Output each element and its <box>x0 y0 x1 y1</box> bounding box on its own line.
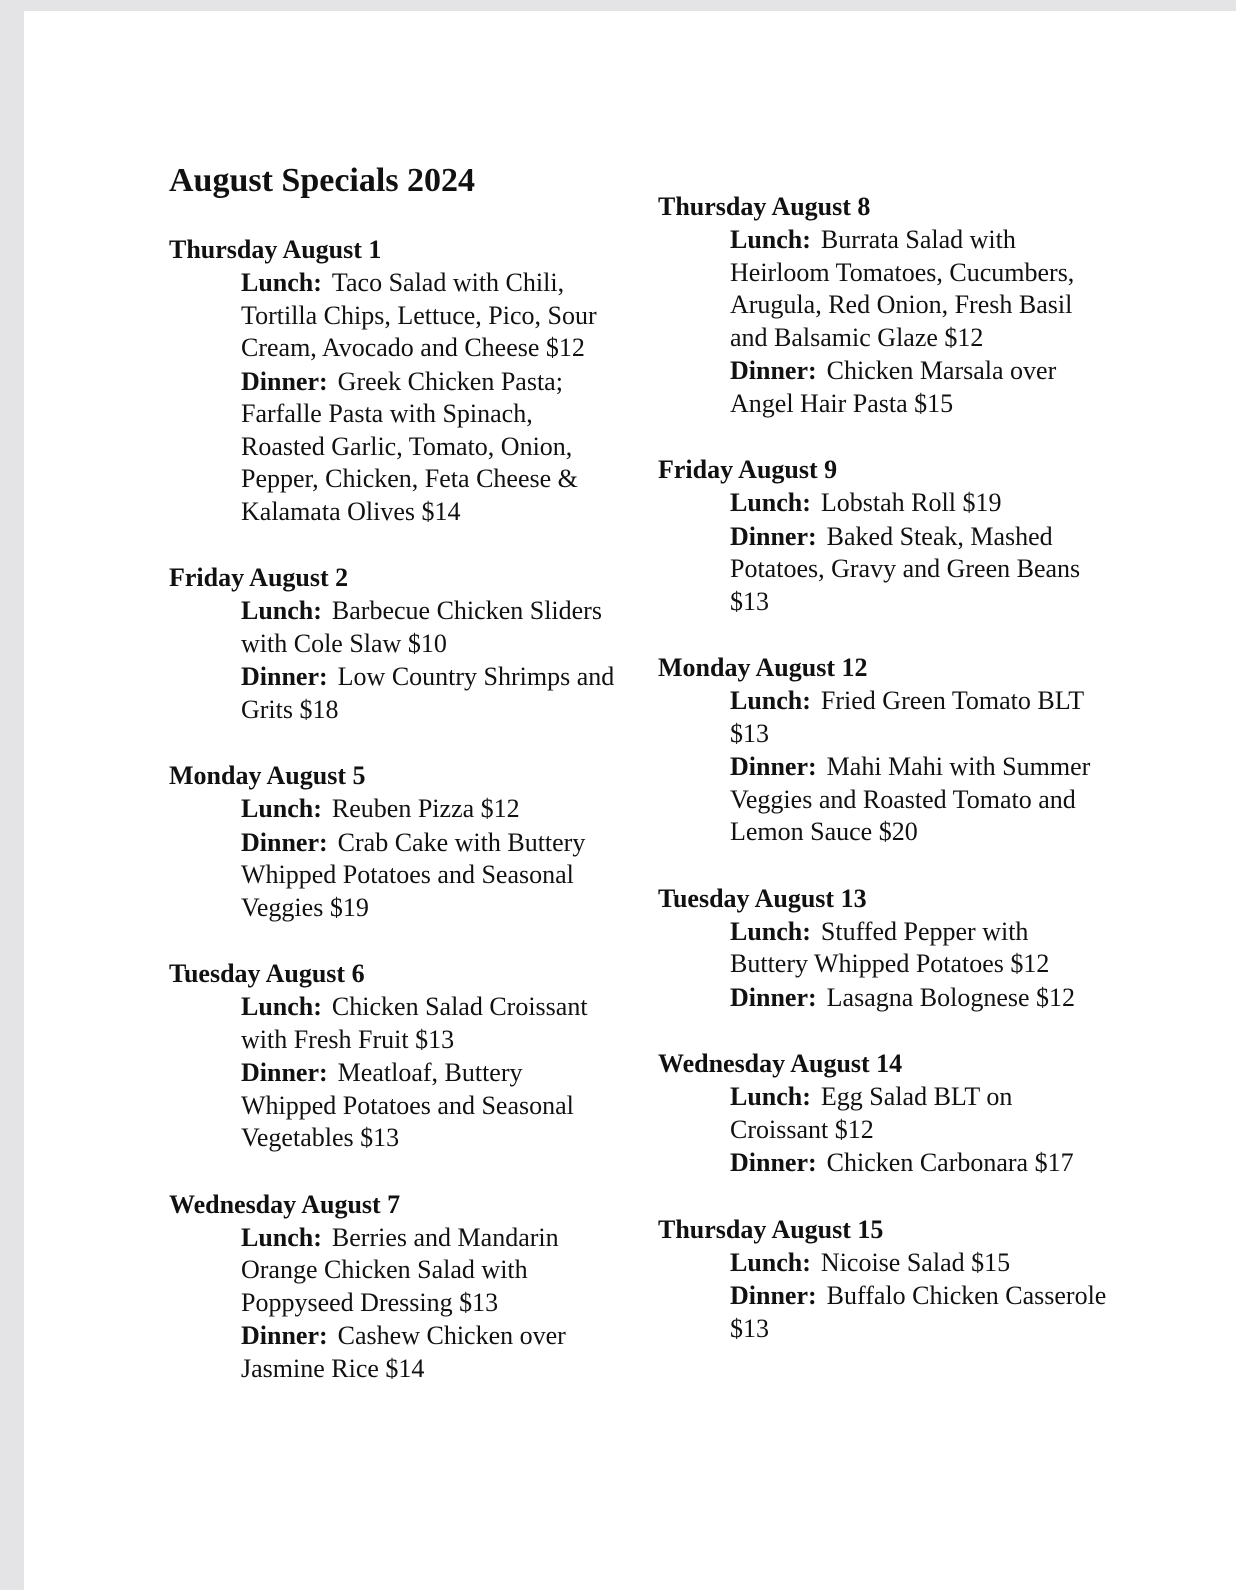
dinner-entry <box>730 1280 1108 1345</box>
day-section <box>169 760 619 924</box>
day-section <box>169 562 619 726</box>
dinner-description: Buffalo Chicken Casserole $13 <box>730 1281 1107 1343</box>
dinner-description: Meatloaf, Buttery Whipped Potatoes and Seasonal Vegetables $13 <box>241 1058 574 1152</box>
lunch-label: Lunch: <box>241 596 322 625</box>
day-section <box>658 883 1108 1015</box>
dinner-label: Dinner: <box>241 1058 328 1087</box>
dinner-entry <box>241 1320 619 1385</box>
lunch-entry <box>241 793 619 826</box>
lunch-label: Lunch: <box>730 686 811 715</box>
lunch-entry <box>241 595 619 660</box>
day-heading: Thursday August 1 <box>169 235 382 264</box>
dinner-entry <box>241 366 619 529</box>
left-day-list <box>169 234 619 1385</box>
dinner-description: Low Country Shrimps and Grits $18 <box>241 662 615 724</box>
day-section <box>169 234 619 528</box>
lunch-label: Lunch: <box>241 992 322 1021</box>
dinner-description: Mahi Mahi with Summer Veggies and Roasted Tomato and Lemon Sauce $20 <box>730 752 1091 846</box>
day-heading: Friday August 2 <box>169 563 349 592</box>
lunch-entry <box>730 224 1108 354</box>
lunch-entry <box>730 1247 1108 1280</box>
day-heading: Tuesday August 13 <box>658 883 867 913</box>
day-heading: Monday August 12 <box>658 653 868 682</box>
day-section <box>658 652 1108 849</box>
lunch-entry <box>241 991 619 1056</box>
day-heading: Thursday August 15 <box>658 1214 884 1244</box>
dinner-label: Dinner: <box>730 356 817 385</box>
lunch-description: Stuffed Pepper with Buttery Whipped Potatoes $12 <box>730 916 1050 978</box>
dinner-label: Dinner: <box>730 1148 817 1177</box>
lunch-label: Lunch: <box>730 1082 811 1111</box>
day-heading: Monday August 5 <box>169 761 366 790</box>
day-heading: Wednesday August 7 <box>169 1189 401 1219</box>
day-heading: Friday August 9 <box>658 455 838 484</box>
lunch-entry <box>730 685 1108 750</box>
lunch-entry <box>241 1222 619 1320</box>
lunch-label: Lunch: <box>241 268 322 297</box>
lunch-description: Burrata Salad with Heirloom Tomatoes, Cucumbers, Arugula, Red Onion, Fresh Basil and Balsamic Glaze $12 <box>730 225 1075 352</box>
day-section <box>658 1048 1108 1180</box>
day-section <box>658 454 1108 618</box>
lunch-label: Lunch: <box>730 916 811 946</box>
dinner-entry <box>241 1057 619 1155</box>
right-column <box>658 191 1108 1379</box>
day-section <box>169 958 619 1155</box>
dinner-description: Lasagna Bolognese $12 <box>826 982 1076 1012</box>
dinner-label: Dinner: <box>730 1281 817 1310</box>
lunch-label: Lunch: <box>730 1247 811 1277</box>
dinner-entry <box>730 521 1108 619</box>
lunch-label: Lunch: <box>241 794 322 823</box>
lunch-description: Reuben Pizza $12 <box>331 794 520 823</box>
dinner-description: Greek Chicken Pasta; Farfalle Pasta with Spinach, Roasted Garlic, Tomato, Onion, Pepper, Chicken, Feta Cheese & Kalamata Olives $14 <box>241 366 578 526</box>
day-heading: Tuesday August 6 <box>169 959 365 988</box>
dinner-label: Dinner: <box>241 827 328 857</box>
lunch-description: Barbecue Chicken Sliders with Cole Slaw $10 <box>241 596 602 658</box>
lunch-description: Chicken Salad Croissant with Fresh Fruit $13 <box>241 992 588 1054</box>
lunch-entry <box>241 267 619 365</box>
dinner-label: Dinner: <box>241 662 328 691</box>
dinner-label: Dinner: <box>730 982 817 1012</box>
dinner-label: Dinner: <box>730 521 817 551</box>
day-section <box>658 1214 1108 1346</box>
left-column <box>169 161 619 1419</box>
dinner-entry <box>730 355 1108 420</box>
right-day-list <box>658 191 1108 1345</box>
dinner-entry <box>241 661 619 726</box>
document-page <box>24 11 1236 1590</box>
lunch-label: Lunch: <box>241 1222 322 1252</box>
lunch-label: Lunch: <box>730 488 811 517</box>
dinner-description: Chicken Carbonara $17 <box>826 1148 1074 1177</box>
dinner-label: Dinner: <box>730 752 817 781</box>
lunch-description: Egg Salad BLT on Croissant $12 <box>730 1082 1013 1144</box>
lunch-label: Lunch: <box>730 225 811 254</box>
day-section <box>658 191 1108 420</box>
dinner-description: Cashew Chicken over Jasmine Rice $14 <box>241 1321 566 1383</box>
dinner-entry <box>730 1147 1108 1180</box>
dinner-label: Dinner: <box>241 366 328 396</box>
dinner-description: Chicken Marsala over Angel Hair Pasta $15 <box>730 356 1057 418</box>
day-section <box>169 1189 619 1386</box>
day-heading: Thursday August 8 <box>658 192 871 221</box>
lunch-entry <box>730 487 1108 520</box>
dinner-entry <box>241 827 619 925</box>
lunch-description: Berries and Mandarin Orange Chicken Salad with Poppyseed Dressing $13 <box>241 1222 559 1317</box>
dinner-description: Baked Steak, Mashed Potatoes, Gravy and Green Beans $13 <box>730 521 1081 616</box>
lunch-entry <box>730 1081 1108 1146</box>
day-heading: Wednesday August 14 <box>658 1049 903 1078</box>
lunch-description: Fried Green Tomato BLT $13 <box>730 686 1084 748</box>
dinner-entry <box>730 982 1108 1015</box>
lunch-description: Nicoise Salad $15 <box>820 1247 1011 1277</box>
page-title: August Specials 2024 <box>169 162 476 199</box>
lunch-description: Taco Salad with Chili, Tortilla Chips, Lettuce, Pico, Sour Cream, Avocado and Cheese $12 <box>241 268 597 362</box>
dinner-label: Dinner: <box>241 1321 328 1350</box>
lunch-description: Lobstah Roll $19 <box>820 488 1002 517</box>
dinner-entry <box>730 751 1108 849</box>
lunch-entry <box>730 916 1108 981</box>
dinner-description: Crab Cake with Buttery Whipped Potatoes and Seasonal Veggies $19 <box>241 827 586 922</box>
